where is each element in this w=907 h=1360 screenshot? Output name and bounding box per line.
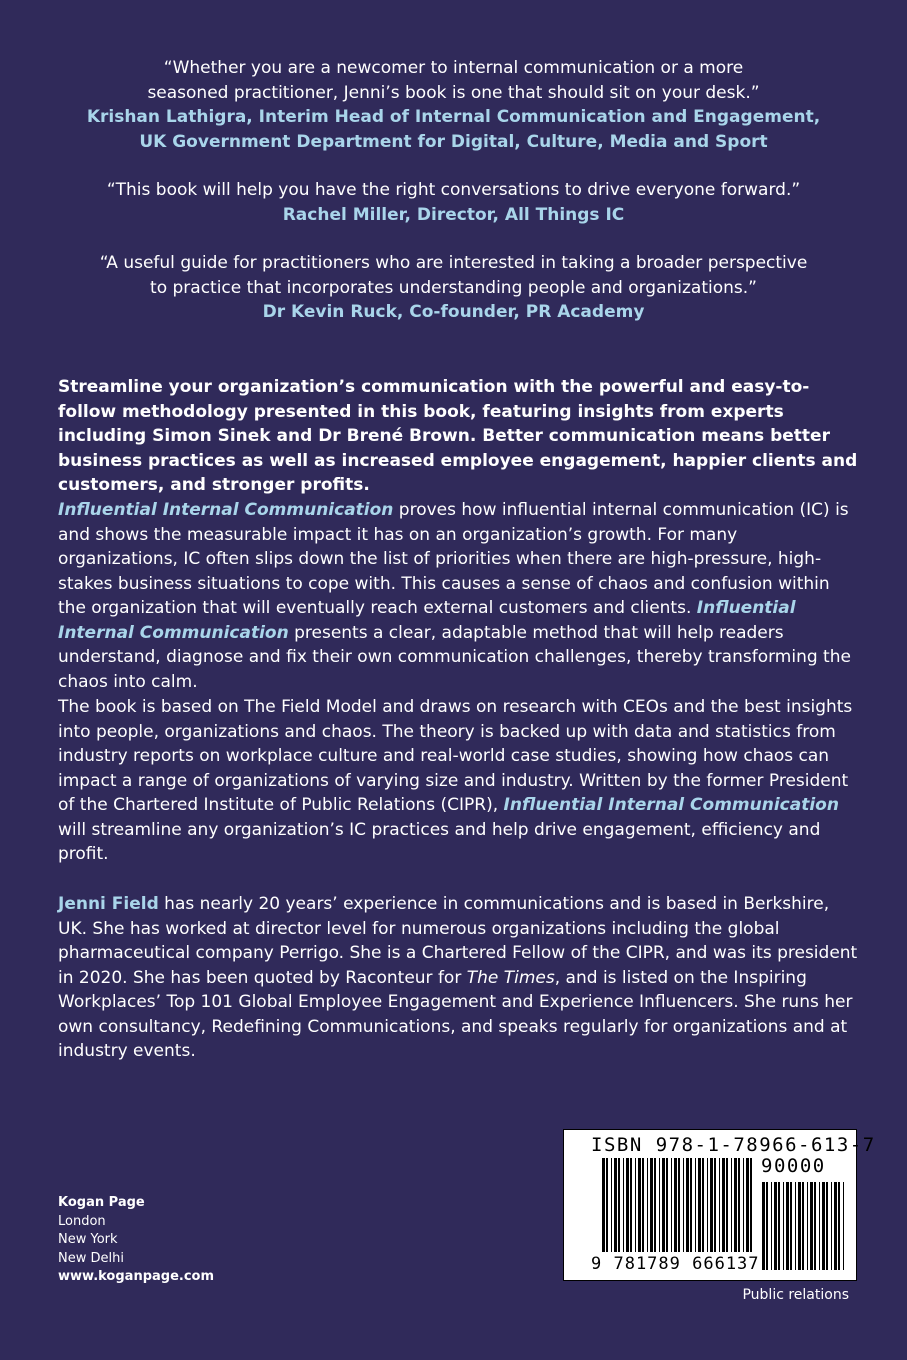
barcode-bar — [650, 1158, 653, 1252]
barcode-bar — [618, 1158, 620, 1252]
author-name: Jenni Field — [58, 894, 159, 914]
barcode-bar — [678, 1158, 680, 1252]
isbn-label: ISBN 978-1-78966-613-7 — [591, 1134, 876, 1156]
book-title: Influential Internal Communication — [503, 795, 839, 815]
barcode-bar — [771, 1182, 772, 1270]
barcode-bar — [623, 1158, 624, 1252]
barcode-bar — [642, 1158, 644, 1252]
endorsement-1 — [40, 56, 867, 154]
barcode-bar — [734, 1158, 737, 1252]
barcode-bar — [722, 1158, 725, 1252]
barcode-bar — [710, 1158, 713, 1252]
barcode-bar — [611, 1158, 612, 1252]
barcode-bar — [819, 1182, 820, 1270]
barcode-bar — [814, 1182, 816, 1270]
bio-text: , and is listed on the Inspiring Workplaces’ Top 101 Global Employee Engagement and Experience Influencers. She runs her own consultancy, Redefining Communications, and speaks regularly for organizations and at industry events. — [58, 967, 853, 1061]
barcode-bar — [714, 1158, 716, 1252]
barcode-bar — [666, 1158, 668, 1252]
barcode-bar — [798, 1182, 801, 1270]
barcode-bar — [731, 1158, 732, 1252]
publisher-city: New York — [58, 1232, 118, 1247]
barcode-bar — [707, 1158, 708, 1252]
publication-name: The Times — [466, 967, 555, 988]
barcode-bar — [602, 1158, 605, 1252]
barcode-bar — [606, 1158, 608, 1252]
barcode-bar — [690, 1158, 692, 1252]
quote-text: “This book will help you have the right conversations to drive everyone forward.” — [106, 180, 801, 200]
barcode-bar — [614, 1158, 617, 1252]
lead-paragraph: Streamline your organization’s communication with the powerful and easy-to-follow methodology presented in this book, featuring insights from experts including Simon Sinek and Dr Brené Brown. Better communication means better business practices as well as increased employee engagement, happier clients and customers, and stronger profits. — [58, 377, 858, 495]
barcode-bar — [774, 1182, 777, 1270]
paragraph-text: proves how influential internal communication (IC) is and shows the measurable impact it has on an organization’s growth. For many organizations, IC often slips down the list of priorities when there are high-pressure, high-stakes business situations to cope with. This causes a sense of chaos and confusion within the organization that will eventually reach external customers and clients. — [58, 500, 849, 618]
endorsement-3 — [40, 251, 867, 325]
barcode-digits: 9 781789 666137 — [591, 1254, 760, 1274]
book-title: Influential Internal Communication — [58, 598, 796, 643]
barcode-bar — [762, 1182, 765, 1270]
barcode-bar — [662, 1158, 665, 1252]
barcode-bar — [683, 1158, 684, 1252]
barcode-bar — [746, 1158, 749, 1252]
barcode-bar — [822, 1182, 825, 1270]
barcode-bar — [795, 1182, 796, 1270]
barcode-bar — [786, 1182, 789, 1270]
barcode-bar — [659, 1158, 660, 1252]
barcode-bar — [654, 1158, 656, 1252]
barcode-bar — [695, 1158, 696, 1252]
barcode-bar — [743, 1158, 744, 1252]
book-title: Influential Internal Communication — [58, 500, 394, 520]
barcode-bar — [843, 1182, 844, 1270]
barcode-bar — [750, 1158, 752, 1252]
barcode-bar — [719, 1158, 720, 1252]
barcode-bar — [738, 1158, 740, 1252]
endorsements — [40, 56, 867, 349]
barcode-bar — [802, 1182, 804, 1270]
barcode-bar — [834, 1182, 837, 1270]
barcode-bar — [686, 1158, 689, 1252]
quote-attribution: Rachel Miller, Director, All Things IC — [282, 204, 625, 225]
quote-attribution: Dr Kevin Ruck, Co-founder, PR Academy — [262, 302, 645, 322]
publisher-city: London — [58, 1213, 106, 1229]
barcode-bar — [702, 1158, 704, 1252]
paragraph-text: will streamline any organization’s IC practices and help drive engagement, efficiency and profit. — [58, 819, 821, 864]
barcode-bar — [630, 1158, 632, 1252]
bio-text: has nearly 20 years’ experience in communications and is based in Berkshire, UK. She has worked at director level for numerous organizations including the global pharmaceutical company Perrigo. She is a Chartered Fellow of the CIPR, and was its president in 2020. She has been quoted by Raconteur for — [58, 894, 858, 988]
publisher-info — [58, 1194, 214, 1287]
barcode-bar — [831, 1182, 832, 1270]
price-code: 90000 — [761, 1155, 826, 1177]
barcode-bar — [766, 1182, 768, 1270]
barcode-bar — [778, 1182, 780, 1270]
barcode-bar — [807, 1182, 808, 1270]
description-paragraph-2 — [58, 695, 858, 867]
barcode-bar — [647, 1158, 648, 1252]
quote-attribution: Krishan Lathigra, Interim Head of Internal Communication and Engagement, UK Government Department for Digital, Culture, Media and Sport — [86, 107, 821, 152]
endorsement-2 — [40, 178, 867, 227]
category-label: Public relations — [742, 1287, 849, 1303]
paragraph-text: presents a clear, adaptable method that will help readers understand, diagnose and fix their own communication challenges, thereby transforming the chaos into calm. — [58, 622, 851, 692]
barcode-bar — [626, 1158, 629, 1252]
author-bio — [58, 892, 858, 1064]
barcode-bar — [671, 1158, 672, 1252]
barcode-bar — [726, 1158, 728, 1252]
barcode-bar — [838, 1182, 840, 1270]
barcode-bar — [674, 1158, 677, 1252]
barcode-bar — [638, 1158, 641, 1252]
barcode-bar — [790, 1182, 792, 1270]
paragraph-text: The book is based on The Field Model and draws on research with CEOs and the best insights into people, organizations and chaos. The theory is backed up with data and statistics from industry reports on workplace culture and real-world case studies, showing how chaos can impact a range of organizations of varying size and industry. Written by the former President of the Chartered Institute of Public Relations (CIPR), — [58, 697, 853, 815]
barcode-bar — [810, 1182, 813, 1270]
publisher-url: www.koganpage.com — [58, 1269, 215, 1284]
publisher-name: Kogan Page — [58, 1195, 145, 1210]
quote-text: “Whether you are a newcomer to internal communication or a more seasoned practitioner, Jenni’s book is one that should sit on your desk.” — [147, 58, 760, 103]
barcode-bar — [783, 1182, 784, 1270]
barcode-bar — [635, 1158, 636, 1252]
description-paragraph-1 — [58, 498, 858, 694]
quote-text: “A useful guide for practitioners who are interested in taking a broader perspective to practice that incorporates understanding people and organizations.” — [99, 253, 808, 298]
barcode-bar — [826, 1182, 828, 1270]
barcode-bar — [698, 1158, 701, 1252]
publisher-city: New Delhi — [58, 1250, 124, 1266]
